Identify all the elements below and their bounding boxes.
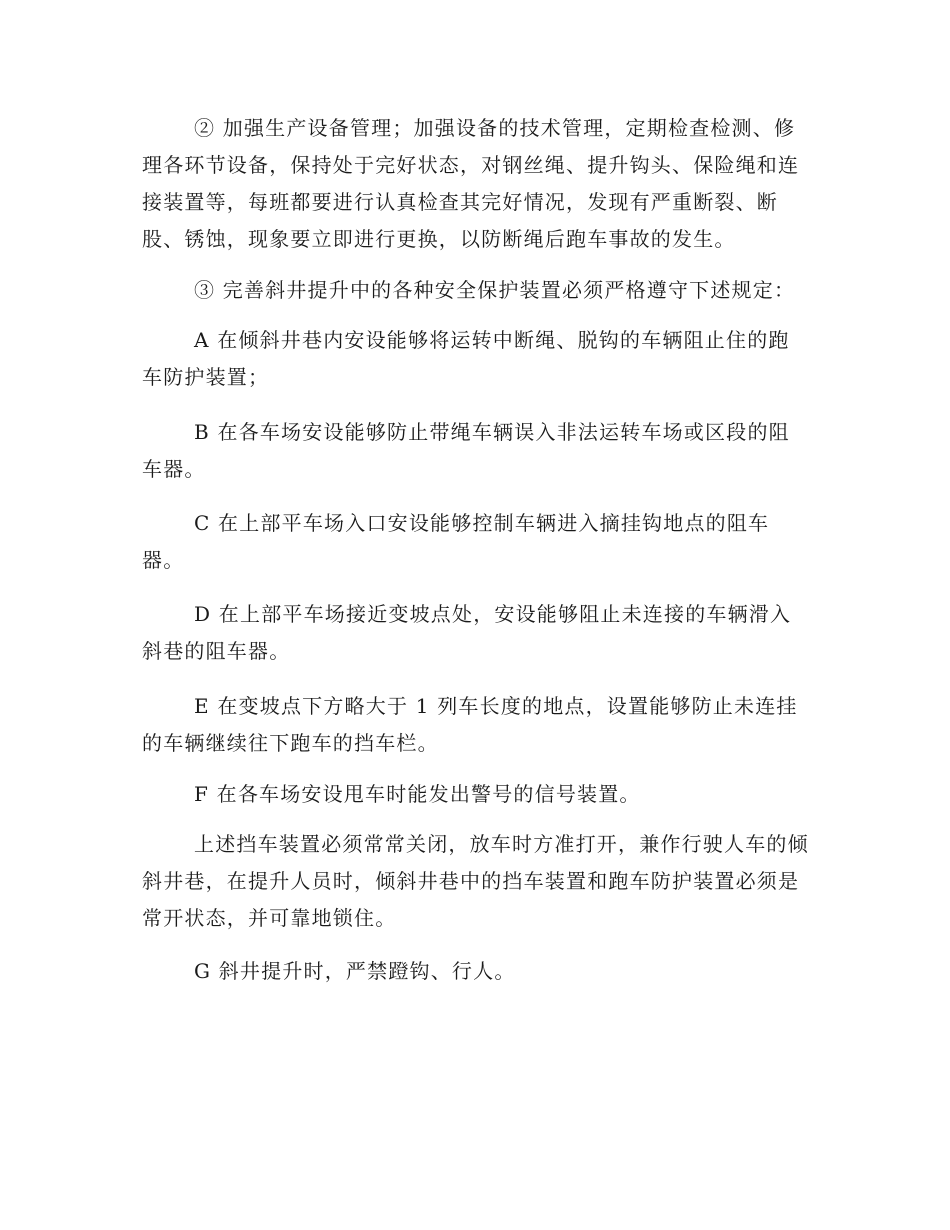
paragraph-rule-b: B 在各车场安设能够防止带绳车辆误入非法运转车场或区段的阻车器。	[142, 420, 790, 481]
paragraph-safety-devices-intro: ③ 完善斜井提升中的各种安全保护装置必须严格遵守下述规定：	[194, 278, 796, 302]
paragraph-rule-f: F 在各车场安设甩车时能发出警号的信号装置。	[194, 782, 641, 806]
paragraph-rule-d: D 在上部平车场接近变坡点处，安设能够阻止未连接的车辆滑入斜巷的阻车器。	[142, 602, 792, 663]
paragraph-rule-c: C 在上部平车场入口安设能够控制车辆进入摘挂钩地点的阻车器。	[142, 511, 770, 572]
paragraph-rule-e: E 在变坡点下方略大于 1 列车长度的地点，设置能够防止未连挂的车辆继续往下跑车的挡车栏。	[142, 694, 798, 755]
paragraph-equipment-management: ② 加强生产设备管理；加强设备的技术管理，定期检查检测、修理各环节设备，保持处于完好状态，对钢丝绳、提升钩头、保险绳和连接装置等，每班都要进行认真检查其完好情况，发现有严重断裂、断股、锈蚀，现象要立即进行更换，以防断绳后跑车事故的发生。	[142, 116, 800, 251]
paragraph-rule-g: G 斜井提升时，严禁蹬钩、行人。	[194, 959, 516, 983]
paragraph-rule-a: A 在倾斜井巷内安设能够将运转中断绳、脱钩的车辆阻止住的跑车防护装置；	[142, 328, 790, 389]
paragraph-barrier-note: 上述挡车装置必须常常关闭，放车时方准打开，兼作行驶人车的倾斜井巷，在提升人员时，倾斜井巷中的挡车装置和跑车防护装置必须是常开状态，并可靠地锁住。	[142, 832, 809, 930]
